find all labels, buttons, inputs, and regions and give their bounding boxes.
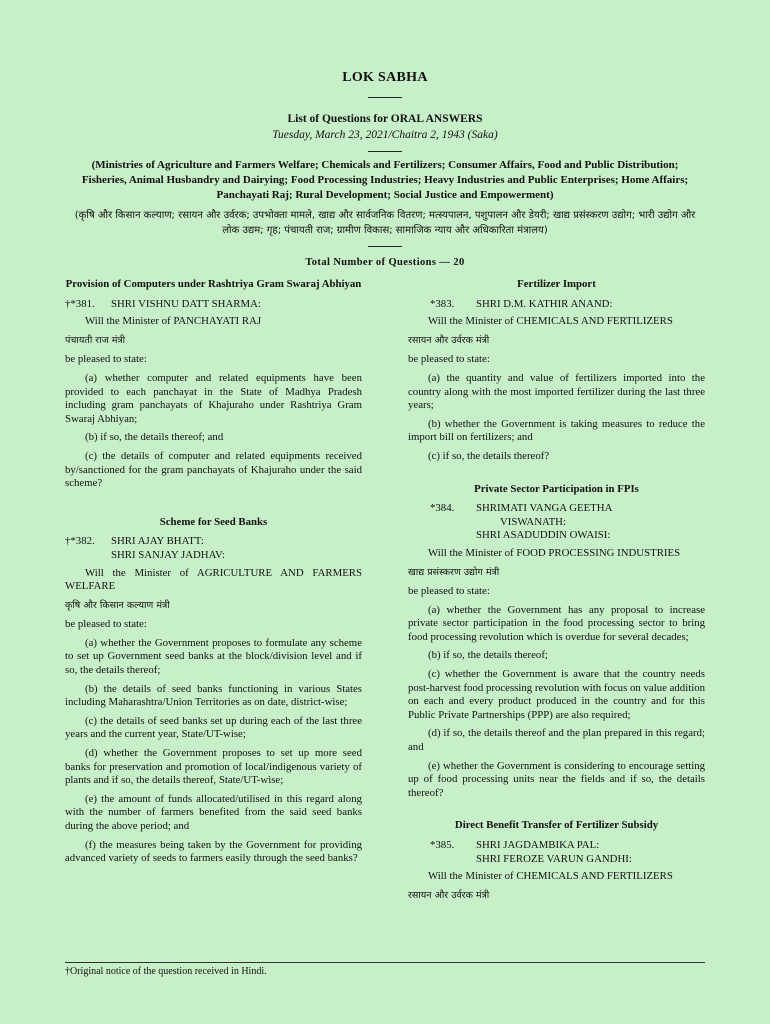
minister-hindi: पंचायती राज मंत्री bbox=[65, 334, 126, 346]
minister-line: Will the Minister of PANCHAYATI RAJ bbox=[85, 315, 262, 328]
question-number: †*381. bbox=[65, 297, 95, 310]
question-part: (f) the measures being taken by the Government for providing advanced variety of seeds to farmers easily through the seed banks? bbox=[65, 838, 362, 865]
minister-hindi: खाद्य प्रसंस्करण उद्योग मंत्री bbox=[408, 566, 500, 578]
minister-line: Will the Minister of CHEMICALS AND FERTILIZERS bbox=[428, 870, 673, 883]
ministries-rule bbox=[368, 246, 402, 247]
question-part: (c) the details of seed banks set up during each of the last three years and the current year, State/UT-wise; bbox=[65, 714, 362, 741]
date-rule bbox=[368, 151, 402, 152]
pleased-line: be pleased to state: bbox=[408, 585, 490, 598]
mp-names bbox=[476, 839, 632, 866]
question-part: (a) whether computer and related equipments have been provided to each panchayat in the State of Madhya Pradesh including gram panchayats of Khajuraho under Rashtriya Gram Swaraj Abhiyan; bbox=[65, 371, 362, 425]
minister-hindi: कृषि और किसान कल्याण मंत्री bbox=[65, 599, 170, 611]
question-heading: Fertilizer Import bbox=[517, 278, 596, 290]
ministries-english: (Ministries of Agriculture and Farmers Welfare; Chemicals and Fertilizers; Consumer Affairs, Food and Public Distribution; Fisheries, Animal Husbandry and Dairying; Food Processing Industries; Heavy Industries and Public Enterprises; Home Affairs; Panchayati Raj; Rural Development; Social Justice and Empowerment) bbox=[81, 159, 689, 201]
mp-name: VISWANATH: bbox=[500, 515, 566, 528]
question-mps bbox=[408, 839, 705, 866]
question-mps bbox=[65, 535, 362, 562]
question-heading: Scheme for Seed Banks bbox=[159, 515, 268, 528]
question-part: (c) if so, the details thereof? bbox=[428, 449, 550, 462]
minister-line: Will the Minister of CHEMICALS AND FERTILIZERS bbox=[428, 315, 673, 328]
ministries-hindi: (कृषि और किसान कल्याण; रसायन और उर्वरक; उपभोक्ता मामले, खाद्य और सार्वजनिक वितरण; मत्स्यपालन, पशुपालन और डेयरी; खाद्य प्रसंस्करण उद्योग; भारी उद्योग और लोक उद्यम; गृह; पंचायती राज; ग्रामीण विकास; सामाजिक न्याय और अधिकारिता मंत्रालय) bbox=[74, 210, 696, 236]
question-part: (c) whether the Government is aware that the country needs post-harvest food processing revolution with focus on value addition on each and every product produced in the country and for this Public Private Partnerships (PPP) are also required; bbox=[408, 668, 705, 721]
question-part: (d) whether the Government proposes to set up more seed banks for preservation and promotion of local/indigenous variety of plants and if so, the details thereof, State/UT-wise; bbox=[65, 747, 362, 787]
minister-line: Will the Minister of AGRICULTURE AND FARMERS WELFARE bbox=[65, 566, 362, 593]
mp-name: SHRI JAGDAMBIKA PAL: bbox=[476, 839, 600, 851]
pleased-line: be pleased to state: bbox=[65, 353, 147, 366]
pleased-line: be pleased to state: bbox=[65, 618, 147, 631]
minister-hindi: रसायन और उर्वरक मंत्री bbox=[408, 889, 490, 901]
title-rule bbox=[368, 97, 402, 98]
question-mps bbox=[408, 502, 705, 543]
mp-names bbox=[476, 298, 612, 312]
question-heading: Provision of Computers under Rashtriya Gram Swaraj Abhiyan bbox=[65, 278, 362, 290]
question-part: (c) the details of computer and related equipments received by/sanctioned for the gram panchayats of Khajuraho under the said scheme? bbox=[65, 449, 362, 490]
question-number: *384. bbox=[430, 502, 455, 515]
right-column bbox=[408, 278, 705, 908]
mp-names bbox=[476, 502, 612, 543]
page-title: LOK SABHA bbox=[342, 70, 428, 85]
list-subtitle: List of Questions for ORAL ANSWERS bbox=[287, 113, 483, 125]
question-part: (b) if so, the details thereof; and bbox=[85, 431, 224, 444]
question-heading: Direct Benefit Transfer of Fertilizer Subsidy bbox=[454, 819, 659, 832]
footnote-rule bbox=[65, 962, 705, 963]
question-mps bbox=[65, 298, 362, 312]
question-heading: Private Sector Participation in FPIs bbox=[474, 482, 639, 495]
question-mps bbox=[408, 298, 705, 312]
question-number: *383. bbox=[430, 297, 455, 310]
question-number: *385. bbox=[430, 839, 455, 851]
question-part: (a) whether the Government has any proposal to increase private sector participation in the food processing sector to bring food processing revolution which is overdue for several decades; bbox=[408, 603, 705, 643]
question-part: (e) whether the Government is considering to encourage setting up of food processing units near the fields and if so, the details thereof? bbox=[408, 759, 705, 799]
mp-names bbox=[111, 298, 261, 312]
question-part: (b) whether the Government is taking measures to reduce the import bill on fertilizers; and bbox=[408, 417, 705, 444]
minister-hindi: रसायन और उर्वरक मंत्री bbox=[408, 334, 490, 346]
mp-name: SHRI ASADUDDIN OWAISI: bbox=[476, 529, 611, 542]
left-column bbox=[65, 278, 362, 871]
question-part: (b) the details of seed banks functioning in various States including Maharashtra/Union Territories as on date, district-wise; bbox=[65, 682, 362, 709]
footnote: †Original notice of the question received in Hindi. bbox=[65, 966, 267, 977]
session-date: Tuesday, March 23, 2021/Chaitra 2, 1943 (Saka) bbox=[272, 129, 498, 141]
mp-name: SHRI FEROZE VARUN GANDHI: bbox=[476, 852, 632, 865]
question-part: (b) if so, the details thereof; bbox=[428, 649, 548, 662]
question-number: †*382. bbox=[65, 535, 95, 548]
question-part: (a) whether the Government proposes to formulate any scheme to set up Government seed banks at the block/division level and if so, the details thereof; bbox=[65, 636, 362, 677]
mp-names bbox=[111, 535, 225, 562]
mp-name: SHRI D.M. KATHIR ANAND: bbox=[476, 297, 613, 310]
question-part: (a) the quantity and value of fertilizers imported into the country along with the most imported fertilizer during the last three years; bbox=[408, 371, 705, 412]
question-part: (d) if so, the details thereof and the plan prepared in this regard; and bbox=[408, 727, 705, 754]
mp-name: SHRI VISHNU DATT SHARMA: bbox=[111, 297, 261, 310]
question-part: (e) the amount of funds allocated/utilised in this regard along with the number of farmers benefited from the said seed banks during the above period; and bbox=[65, 792, 362, 832]
mp-name: SHRI SANJAY JADHAV: bbox=[111, 548, 225, 561]
minister-line: Will the Minister of FOOD PROCESSING INDUSTRIES bbox=[428, 546, 681, 559]
total-questions: Total Number of Questions — 20 bbox=[305, 257, 465, 268]
mp-name: SHRIMATI VANGA GEETHA bbox=[476, 502, 613, 515]
pleased-line: be pleased to state: bbox=[408, 353, 490, 366]
mp-name: SHRI AJAY BHATT: bbox=[111, 535, 204, 548]
